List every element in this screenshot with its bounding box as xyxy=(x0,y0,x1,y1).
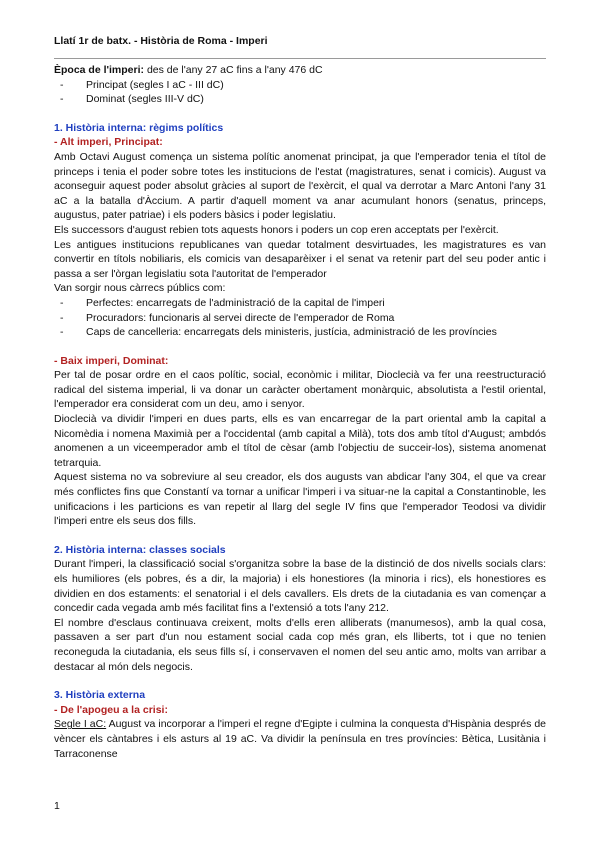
paragraph: Durant l'imperi, la classificació social s'organitza sobre la base de la distinció de dos nivells socials clars: els humiliores (els pobres, és a dir, la majoria) i els honestiores (la minoria i rics), els honestiores es dividien en dos estaments: el senatorial i el dels cavallers. Els drets de la ciutadania es van començar a concedir cada vegada amb més facilitat fins a l'extensió a tots l'any 212. xyxy=(54,558,546,615)
section-heading-social: 2. Història interna: classes socials xyxy=(54,543,226,556)
subheading-apogee: - De l'apogeu a la crisi: xyxy=(54,703,168,716)
paragraph: Amb Octavi August comença un sistema polític anomenat principat, ja que l'emperador tenia el títol de princeps i tenia el poder sobre totes les institucions de l'estat (magistratures, senat i comicis). August va aconseguir aquest poder absolut gràcies al suport de l'exèrcit, el qual va derrotar a Marc Antoni l'any 31 aC a la batalla d'Àccium. A partir d'aquell moment va anar acumulant honors (senatus, princeps, augustus, pater patriae) i els poders bàsics i poder legislatiu. xyxy=(54,150,546,222)
paragraph: Dioclecià va dividir l'imperi en dues parts, ells es van encarregar de la part oriental amb la capital a Nicomèdia i nomena Maximià per a l'occidental (amb capital a Milà), tots dos amb títol d'August; ambdós anomenen a un viceemperador amb el títol de cèsar (amb l'objectiu de succeir-los), sistema anomenat tetrarquia. xyxy=(54,413,546,469)
era-periods-list xyxy=(54,78,546,107)
page-number: 1 xyxy=(54,800,60,812)
paragraph: Les antigues institucions republicanes van quedar totalment desvirtuades, les magistratures es van convertir en títols nobiliaris, els comicis van desaparèixer i el senat va retenir part del seu poder antic i passa a ser l'òrgan legislatiu sota l'autoritat de l'emperador xyxy=(54,238,546,280)
era-text: des de l'any 27 aC fins a l'any 476 dC xyxy=(144,64,323,76)
paragraph: Van sorgir nous càrrecs públics com: xyxy=(54,282,226,295)
paragraph-text: August va incorporar a l'imperi el regne d'Egipte i culmina la conquesta d'Hispània després de vèncer els càntabres i els asturs al 19 aC. Va dividir la península en tres províncies: Bètica, Lusitània i Tarraconense xyxy=(54,718,547,760)
section-heading-politics: 1. Història interna: règims polítics xyxy=(54,121,224,134)
list-item: - Dominat (segles III-V dC) xyxy=(54,92,546,107)
document-title: Llatí 1r de batx. - Història de Roma - Imperi xyxy=(54,35,268,47)
header-divider xyxy=(54,58,546,59)
public-posts-list xyxy=(54,296,546,340)
subheading-principat: - Alt imperi, Principat: xyxy=(54,136,163,149)
paragraph xyxy=(54,717,546,761)
document-page xyxy=(54,34,546,761)
paragraph: Els successors d'august rebien tots aquests honors i poders un cop eren acceptats per l'exèrcit. xyxy=(54,223,499,236)
era-label: Època de l'imperi: xyxy=(54,64,145,76)
era-line xyxy=(54,63,546,78)
list-item: - Caps de cancelleria: encarregats dels ministeris, justícia, administració de les províncies xyxy=(54,325,546,340)
spacer xyxy=(54,340,546,354)
century-label: Segle I aC: xyxy=(54,718,107,731)
list-item: - Procuradors: funcionaris al servei directe de l'emperador de Roma xyxy=(54,311,546,326)
spacer xyxy=(54,529,546,543)
paragraph: Per tal de posar ordre en el caos polític, social, econòmic i militar, Dioclecià va fer una reestructuració radical del sistema imperial, li va donar un caràcter obertament monàrquic, absolutista a l'estil oriental, l'emperador era considerat com un deu, amo i senyor. xyxy=(54,369,546,411)
paragraph: Aquest sistema no va sobreviure al seu creador, els dos augusts van abdicar l'any 304, el que va crear més conflictes fins que Constantí va tornar a unificar l'imperi i va situar-ne la capital a Constantinoble, les unificacions i les particions es van repetir al llarg del segle IV fins que l'emperador Teodosi va dividir l'imperi entre els seus dos fills. xyxy=(54,471,546,528)
subheading-dominat: - Baix imperi, Dominat: xyxy=(54,354,169,367)
list-item: - Perfectes: encarregats de l'administració de la capital de l'imperi xyxy=(54,296,546,311)
section-heading-external: 3. Història externa xyxy=(54,689,146,702)
paragraph: El nombre d'esclaus continuava creixent, molts d'ells eren alliberats (manumesos), amb la qual cosa, passaven a ser part d'un nou estament social cada cop més gran, els lliberts, tot i que no tenien reconeguda la ciutadania, els seus fills sí, i conservaven el nomen del seu antic amo, molts van arribar a destacar al món dels negocis. xyxy=(54,616,546,673)
spacer xyxy=(54,107,546,121)
list-item: - Principat (segles I aC - III dC) xyxy=(54,78,546,93)
spacer xyxy=(54,674,546,688)
